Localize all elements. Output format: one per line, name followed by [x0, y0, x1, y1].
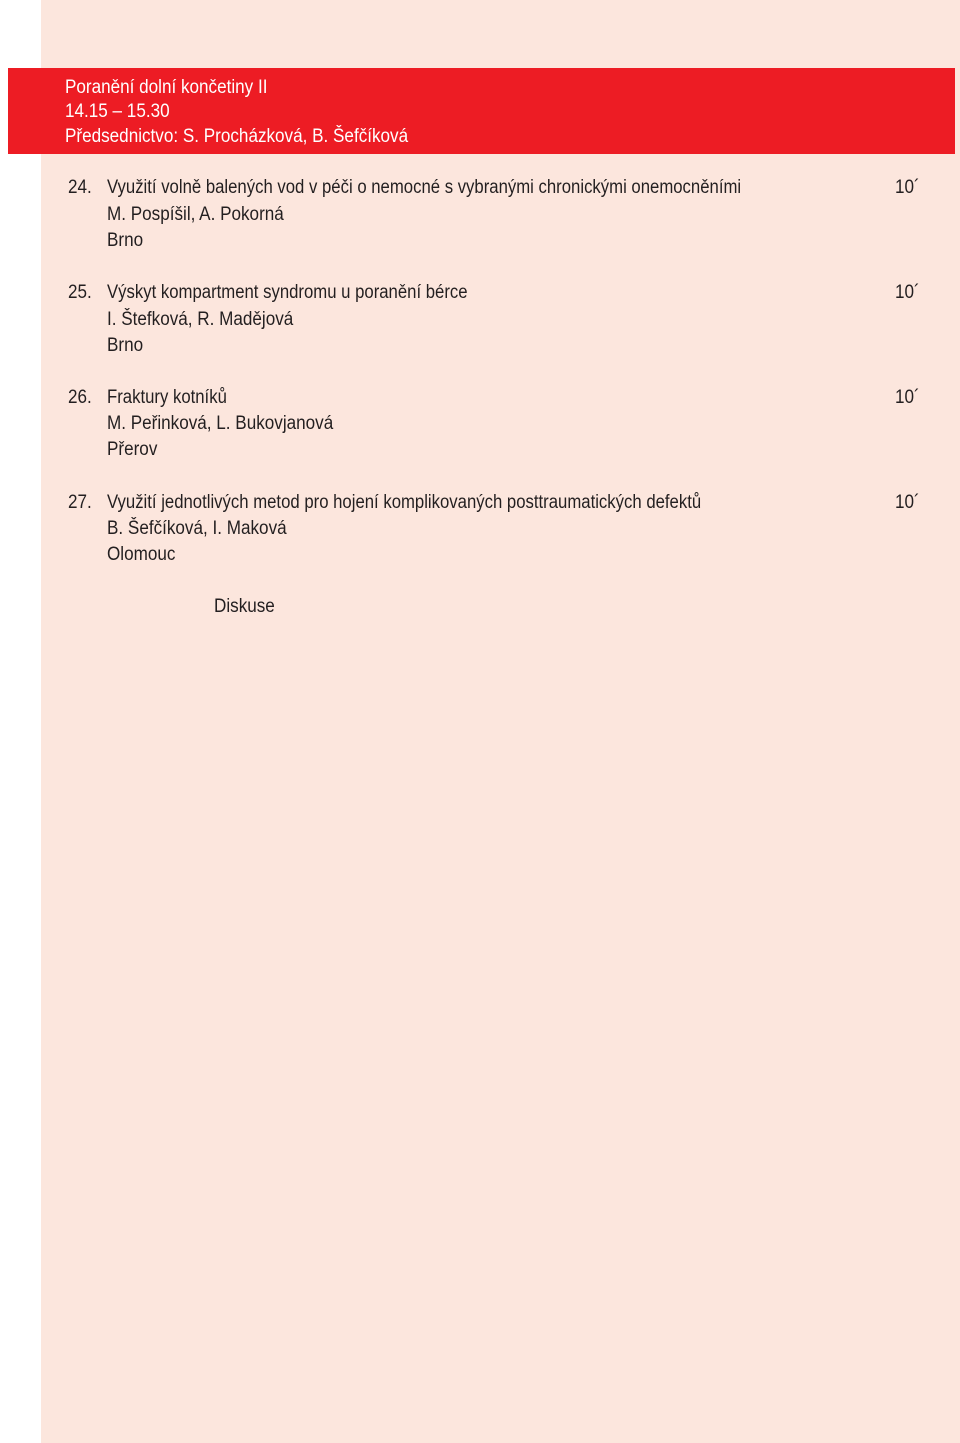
entry-24-title: Využití volně balených vod v péči o nemocné s vybranými chronickými onemocněními: [107, 177, 742, 198]
entry-24-duration: 10´: [895, 177, 920, 198]
entry-25-title: Výskyt kompartment syndromu u poranění bérce: [107, 282, 468, 303]
entry-24-authors: M. Pospíšil, A. Pokorná: [107, 204, 284, 225]
entry-24-number: 24.: [68, 177, 92, 198]
session-chairs: Předsednictvo: S. Procházková, B. Šefčíková: [65, 126, 409, 147]
entry-26-title: Fraktury kotníků: [107, 387, 227, 408]
entry-27-duration: 10´: [895, 492, 920, 513]
entry-25-number: 25.: [68, 282, 92, 303]
entry-24-city: Brno: [107, 230, 144, 251]
entry-27-number: 27.: [68, 492, 92, 513]
session-time: 14.15 – 15.30: [65, 101, 170, 122]
entry-26-duration: 10´: [895, 387, 920, 408]
entry-26-authors: M. Peřinková, L. Bukovjanová: [107, 413, 334, 434]
entry-26-number: 26.: [68, 387, 92, 408]
session-title: Poranění dolní končetiny II: [65, 77, 268, 98]
entry-25-city: Brno: [107, 335, 144, 356]
entry-27-authors: B. Šefčíková, I. Maková: [107, 518, 287, 539]
entry-27-city: Olomouc: [107, 544, 176, 565]
entry-26-city: Přerov: [107, 439, 158, 460]
discussion-label: Diskuse: [214, 596, 275, 617]
entry-25-duration: 10´: [895, 282, 920, 303]
entry-25-authors: I. Štefková, R. Madějová: [107, 309, 294, 330]
entry-27-title: Využití jednotlivých metod pro hojení komplikovaných posttraumatických defektů: [107, 492, 702, 513]
